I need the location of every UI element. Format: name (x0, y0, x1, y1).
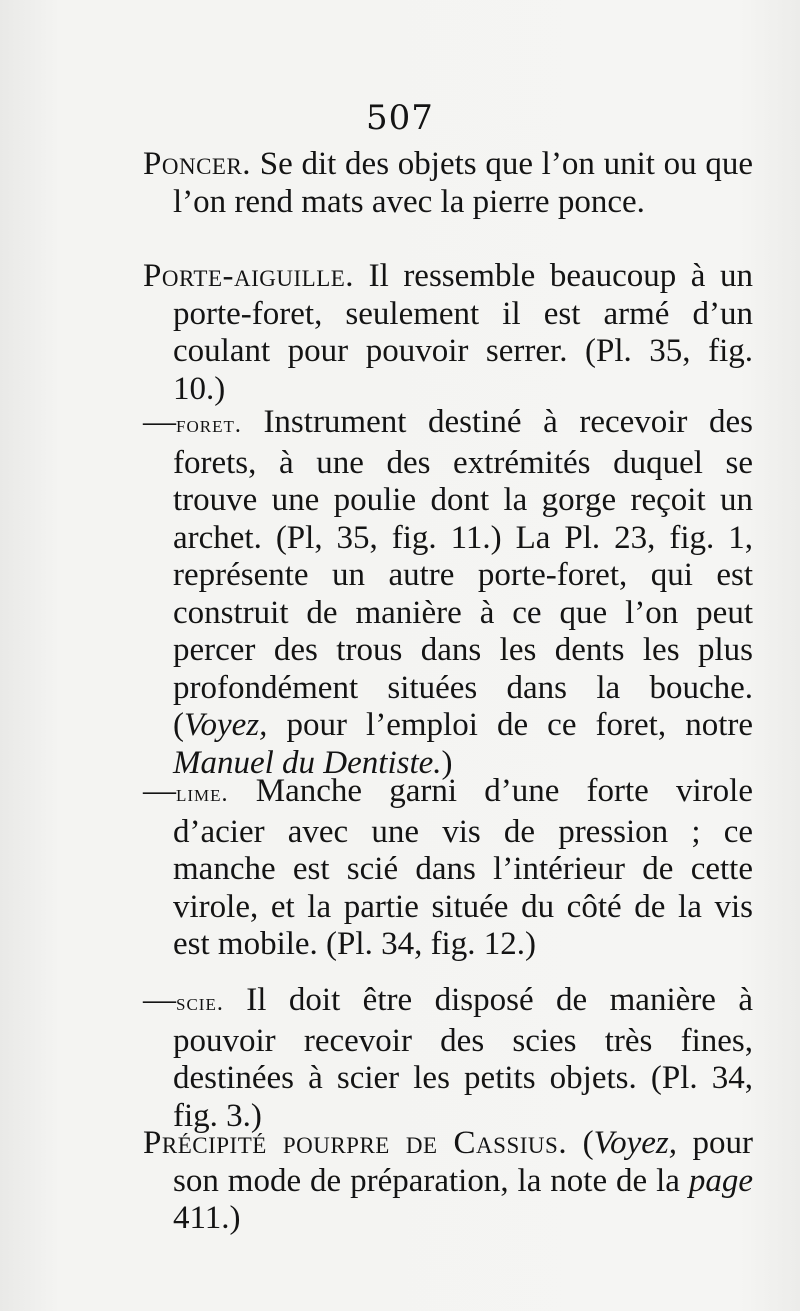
entry-head: foret. (176, 412, 242, 438)
entry-head: Précipité pourpre de Cassius. (143, 1125, 568, 1161)
entry-head: lime. (176, 781, 229, 807)
entry-porte-lime (143, 773, 753, 964)
entry-text: ) (441, 744, 453, 781)
entry-text: Il ressemble beaucoup à un porte-foret, seulement il est armé d’un coulant pour pouvoir serrer. (Pl. 35, fig. 10.) (173, 258, 753, 407)
entry-text: 411.) (173, 1200, 241, 1236)
entry-italic: Manuel du Dentiste. (173, 744, 442, 781)
entry-text: Se dit des objets que l’on unit ou que l’on rend mats avec la pierre ponce. (173, 146, 753, 220)
entry-porte-aiguille (143, 258, 753, 408)
entry-dash: — (143, 982, 176, 1018)
entry-italic: Voyez, (593, 1125, 677, 1161)
entry-head: scie. (176, 990, 224, 1016)
entry-head: Porte-aiguille. (143, 258, 355, 294)
entry-text: pour son mode de préparation, la note de la (173, 1125, 753, 1199)
entry-text: Il doit être disposé de manière à pouvoir recevoir des scies très fines, destinées à scier les petits objets. (Pl. 34, fig. 3.) (173, 982, 753, 1134)
entry-text: Instrument destiné à recevoir des forets, à une des extrémités duquel se trouve une poulie dont la gorge reçoit un archet. (Pl, 35, fig. 11.) La Pl. 23, fig. 1, représente un autre porte-foret, qui est construit de manière à ce que l’on peut percer des trous dans les dents les plus profondément situées dans la bouche. ( (173, 404, 753, 743)
entry-text: ( (567, 1125, 594, 1161)
entry-italic: Voyez, (184, 707, 268, 743)
page-number: 507 (366, 98, 434, 138)
entry-precipite (143, 1125, 753, 1238)
entry-porte-scie (143, 982, 753, 1135)
entry-text: pour l’emploi de ce foret, notre (267, 707, 753, 743)
entry-poncer (143, 146, 753, 221)
entry-text: Manche garni d’une forte virole d’acier avec une vis de pression ; ce manche est scié dans l’intérieur de cette virole, et la partie située du côté de la vis est mobile. (Pl. 34, fig. 12.) (173, 773, 753, 962)
entry-dash: — (143, 404, 176, 440)
entry-italic: page (688, 1162, 753, 1199)
entry-dash: — (143, 773, 176, 809)
entry-head: Poncer. (143, 146, 252, 182)
entry-porte-foret (143, 404, 753, 782)
